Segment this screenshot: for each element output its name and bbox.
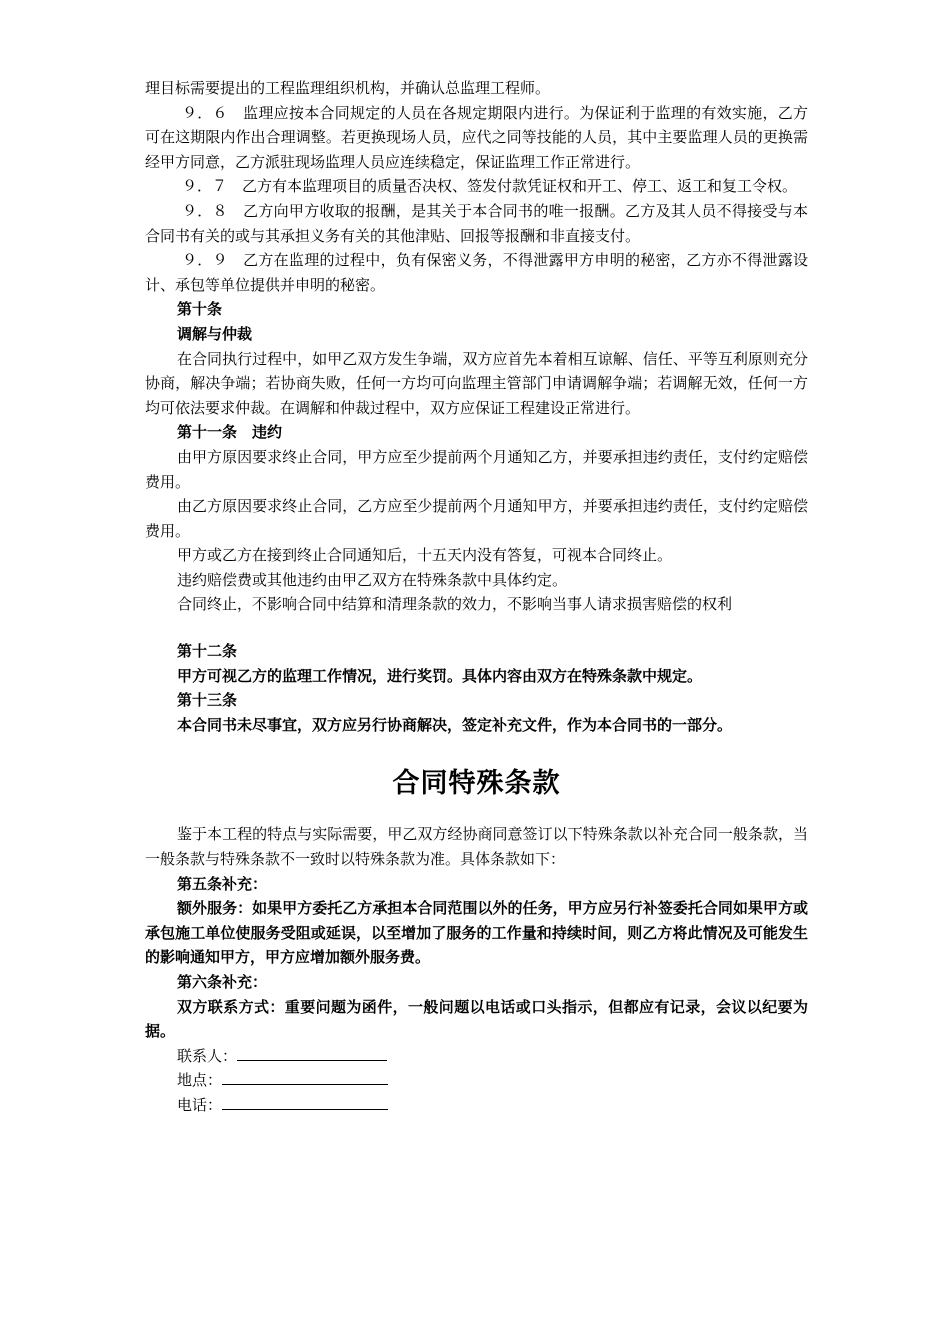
address-blank[interactable] xyxy=(222,1070,388,1085)
clause-9-7: ９．７ 乙方有本监理项目的质量否决权、签发付款凭证权和开工、停工、返工和复工令权。 xyxy=(182,177,798,196)
article-10-heading: 第十条 xyxy=(177,300,223,319)
address-label: 地点： xyxy=(177,1071,223,1090)
contact-person-row xyxy=(145,1044,808,1069)
article-12-heading: 第十二条 xyxy=(177,642,238,661)
phone-blank[interactable] xyxy=(222,1095,388,1110)
address-row xyxy=(145,1068,808,1093)
supplement-article-6-body: 双方联系方式：重要问题为函件，一般问题以电话或口头指示，但都应有记录，会议以纪要为据。 xyxy=(145,997,808,1041)
phone-row xyxy=(145,1093,808,1118)
article-11-para-2: 由乙方原因要求终止合同，乙方应至少提前两个月通知甲方，并要承担违约责任，支付约定赔偿费用。 xyxy=(145,497,808,540)
clause-9-6: ９．６ 监理应按本合同规定的人员在各规定期限内进行。为保证利于监理的有效实施，乙方可在这期限内作出合理调整。若更换现场人员，应代之同等技能的人员，其中主要监理人员的更换需经甲方同意，乙方派驻现场监理人员应连续稳定，保证监理工作正常进行。 xyxy=(145,103,808,171)
phone-label: 电话： xyxy=(177,1095,223,1114)
contact-person-blank[interactable] xyxy=(237,1046,387,1061)
article-12-body: 甲方可视乙方的监理工作情况，进行奖罚。具体内容由双方在特殊条款中规定。 xyxy=(177,666,703,685)
supplement-article-6-heading: 第六条补充： xyxy=(177,973,268,991)
clause-9-9: ９．９ 乙方在监理的过程中，负有保密义务，不得泄露甲方申明的秘密，乙方亦不得泄露设计、承包等单位提供并申明的秘密。 xyxy=(145,251,808,294)
contact-person-label: 联系人： xyxy=(177,1046,238,1065)
supplement-article-5-body: 额外服务：如果甲方委托乙方承担本合同范围以外的任务，甲方应另行补签委托合同如果甲方或承包施工单位使服务受阻或延误，以至增加了服务的工作量和持续时间，则乙方将此情况及可能发生的影响通知甲方，甲方应增加额外服务费。 xyxy=(145,899,808,967)
article-11-para-3: 甲方或乙方在接到终止合同通知后，十五天内没有答复，可视本合同终止。 xyxy=(177,546,673,565)
supplement-article-5-heading: 第五条补充： xyxy=(177,874,268,893)
special-terms-intro: 鉴于本工程的特点与实际需要，甲乙双方经协商同意签订以下特殊条款以补充合同一般条款，当一般条款与特殊条款不一致时以特殊条款为准。具体条款如下： xyxy=(145,825,808,869)
article-11-para-4: 违约赔偿费或其他违约由甲乙双方在特殊条款中具体约定。 xyxy=(177,570,568,589)
article-10-subheading: 调解与仲裁 xyxy=(177,324,253,343)
article-11-para-1: 由甲方原因要求终止合同，甲方应至少提前两个月通知乙方，并要承担违约责任，支付约定赔偿费用。 xyxy=(145,447,808,491)
article-10-body: 在合同执行过程中，如甲乙双方发生争端，双方应首先本着相互谅解、信任、平等互利原则充分协商，解决争端；若协商失败，任何一方均可向监理主管部门申请调解争端；若调解无效，任何一方均可依法要求仲裁。在调解和仲裁过程中，双方应保证工程建设正常进行。 xyxy=(145,349,808,417)
clause-9-8: ９．８ 乙方向甲方收取的报酬，是其关于本合同书的唯一报酬。乙方及其人员不得接受与本合同书有关的或与其承担义务有关的其他津贴、回报等报酬和非直接支付。 xyxy=(145,201,808,245)
article-11-heading: 第十一条 违约 xyxy=(177,423,283,442)
document-page xyxy=(145,76,808,1118)
article-13-heading: 第十三条 xyxy=(177,691,238,710)
article-11-para-5: 合同终止，不影响合同中结算和清理条款的效力，不影响当事人请求损害赔偿的权利 xyxy=(177,595,733,614)
article-13-body: 本合同书未尽事宜，双方应另行协商解决，签定补充文件，作为本合同书的一部分。 xyxy=(177,715,733,734)
paragraph-9-5-continuation: 理目标需要提出的工程监理组织机构，并确认总监理工程师。 xyxy=(145,79,551,97)
special-terms-title: 合同特殊条款 xyxy=(392,768,561,800)
spacer xyxy=(145,617,808,639)
